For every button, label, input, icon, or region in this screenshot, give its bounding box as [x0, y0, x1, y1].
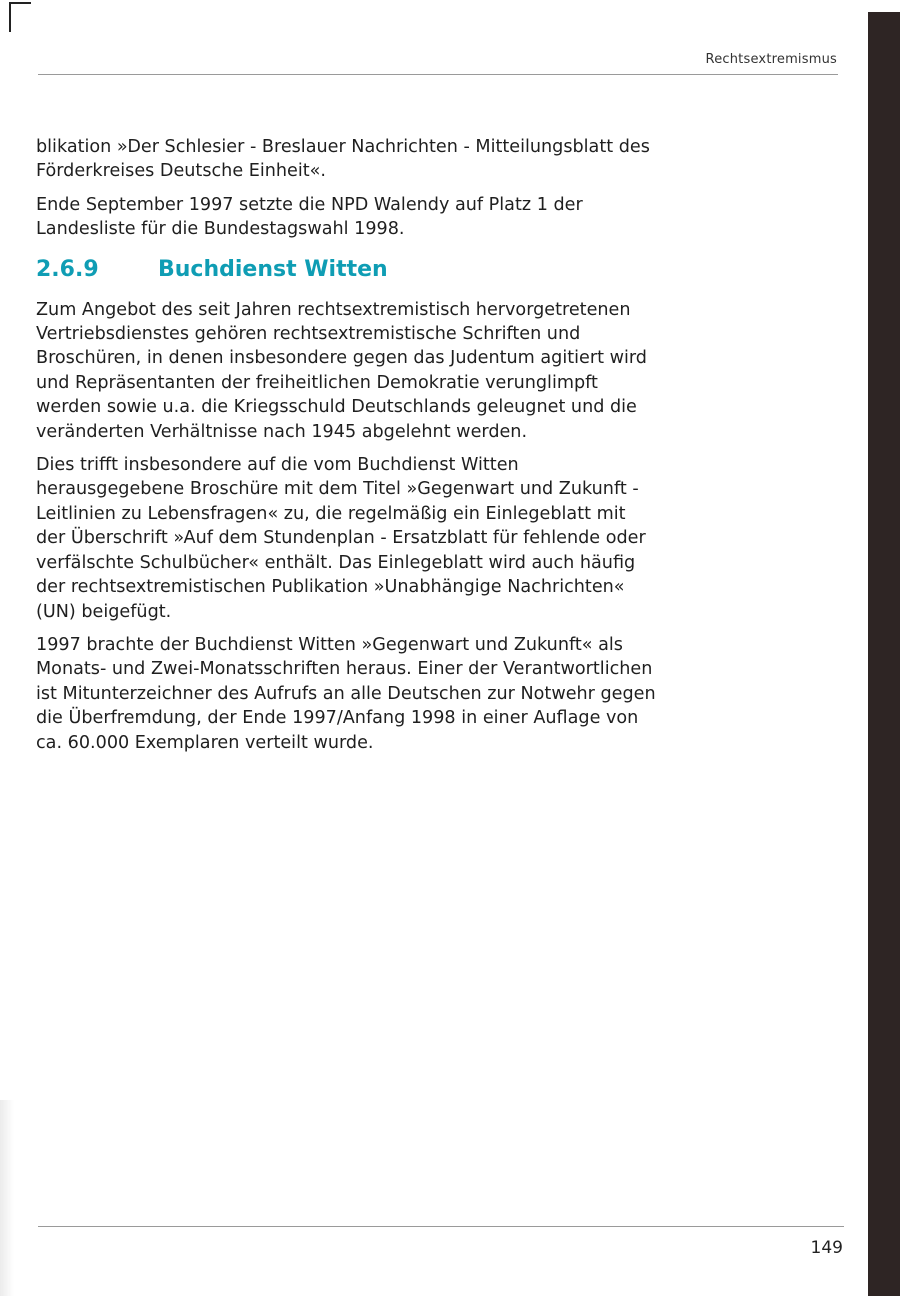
paragraph-section-3: 1997 brachte der Buchdienst Witten »Gegenwart und Zukunft« als Monats- und Zwei-Monatsschriften heraus. Einer der Verantwortlichen ist Mitunterzeichner des Aufrufs an alle Deutschen zur Notwehr gegen die Überfremdung, der Ende 1997/Anfang 1998 in einer Auflage von ca. 60.000 Exemplaren verteilt wurde.: [36, 634, 656, 753]
footer-rule: [38, 1226, 844, 1227]
paragraph-intro-2: Ende September 1997 setzte die NPD Walendy auf Platz 1 der Landesliste für die Bundestagswahl 1998.: [36, 194, 583, 240]
running-head: Rechtsextremismus: [705, 52, 837, 67]
header-rule: [38, 74, 838, 75]
section-number: 2.6.9: [36, 256, 99, 282]
paragraph-intro-1: blikation »Der Schlesier - Breslauer Nachrichten - Mitteilungsblatt des Förderkreises Deutsche Einheit«.: [36, 137, 650, 182]
crop-mark-vertical: [9, 2, 11, 32]
section-title: Buchdienst Witten: [158, 256, 388, 282]
scan-shadow: [0, 1100, 14, 1296]
page-edge-bar: [868, 12, 900, 1296]
crop-mark-horizontal: [9, 2, 31, 4]
page-number: 149: [810, 1238, 843, 1258]
page-content: [36, 135, 656, 764]
paragraph-section-1: Zum Angebot des seit Jahren rechtsextremistisch hervorgetretenen Vertriebsdienstes gehören rechtsextremistische Schriften und Broschüren, in denen insbesondere gegen das Judentum agitiert wird und Repräsentanten der freiheitlichen Demokratie verunglimpft werden sowie u.a. die Kriegsschuld Deutschlands geleugnet und die veränderten Verhältnisse nach 1945 abgelehnt werden.: [36, 299, 647, 442]
section-heading: [36, 256, 656, 284]
paragraph-section-2: Dies trifft insbesondere auf die vom Buchdienst Witten herausgegebene Broschüre mit dem Titel »Gegenwart und Zukunft - Leitlinien zu Lebensfragen« zu, die regelmäßig ein Einlegeblatt mit der Überschrift »Auf dem Stundenplan - Ersatzblatt für fehlende oder verfälschte Schulbücher« enthält. Das Einlegeblatt wird auch häufig der rechtsextremistischen Publikation »Unabhängige Nachrichten« (UN) beigefügt.: [36, 455, 646, 622]
